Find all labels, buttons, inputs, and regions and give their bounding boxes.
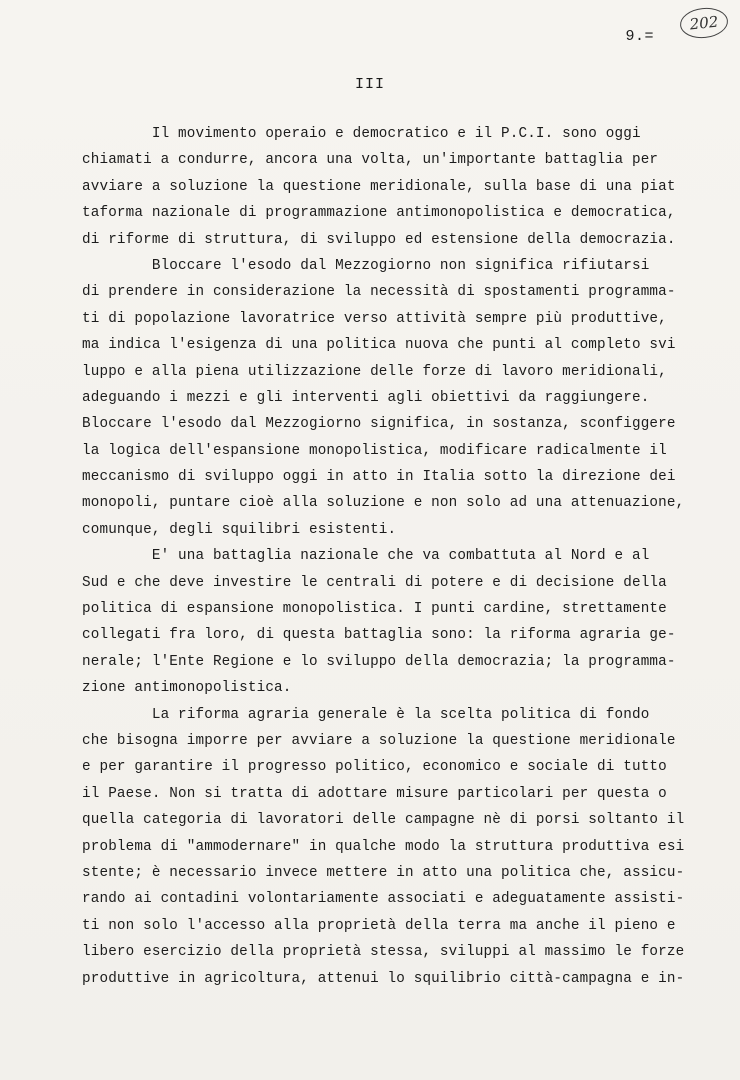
text-line: collegati fra loro, di questa battaglia sono: la riforma agraria ge- xyxy=(82,627,676,644)
text-line: Il movimento operaio e democratico e il P.C.I. sono oggi xyxy=(82,126,641,142)
text-line: luppo e alla piena utilizzazione delle forze di lavoro meridionali, xyxy=(82,363,667,380)
text-line: chiamati a condurre, ancora una volta, un'importante battaglia per xyxy=(82,152,659,169)
text-line: di riforme di struttura, di sviluppo ed estensione della democrazia. xyxy=(82,231,676,248)
text-line: taforma nazionale di programmazione antimonopolistica e democratica, xyxy=(82,205,676,222)
body-text xyxy=(82,121,702,992)
text-line: Bloccare l'esodo dal Mezzogiorno non significa rifiutarsi xyxy=(82,257,650,274)
text-line: Sud e che deve investire le centrali di potere e di decisione della xyxy=(82,574,667,591)
text-line: di prendere in considerazione la necessità di spostamenti programma- xyxy=(82,284,676,301)
text-line: quella categoria di lavoratori delle campagne nè di porsi soltanto il xyxy=(82,812,685,829)
text-line: meccanismo di sviluppo oggi in atto in Italia sotto la direzione dei xyxy=(82,469,676,486)
text-line: problema di "ammodernare" in qualche modo la struttura produttiva esi xyxy=(82,838,685,855)
text-line: rando ai contadini volontariamente associati e adeguatamente assisti- xyxy=(82,891,685,908)
text-line: E' una battaglia nazionale che va combattuta al Nord e al xyxy=(82,548,650,565)
text-line: produttive in agricoltura, attenui lo squilibrio città-campagna e in- xyxy=(82,970,685,987)
text-line: monopoli, puntare cioè alla soluzione e non solo ad una attenuazione, xyxy=(82,495,685,512)
text-line: ti di popolazione lavoratrice verso attività sempre più produttive, xyxy=(82,310,667,327)
text-line: comunque, degli squilibri esistenti. xyxy=(82,521,397,538)
archive-stamp: 202 xyxy=(679,6,730,41)
section-title: III xyxy=(354,76,385,93)
text-line: politica di espansione monopolistica. I punti cardine, strettamente xyxy=(82,601,667,618)
text-line: zione antimonopolistica. xyxy=(82,680,292,697)
text-line: libero esercizio della proprietà stessa, sviluppi al massimo le forze xyxy=(82,944,685,961)
text-line: adeguando i mezzi e gli interventi agli obiettivi da raggiungere. xyxy=(82,389,650,406)
text-line: nerale; l'Ente Regione e lo sviluppo della democrazia; la programma- xyxy=(82,653,676,670)
text-line: ti non solo l'accesso alla proprietà della terra ma anche il pieno e xyxy=(82,917,676,934)
text-line: avviare a soluzione la questione meridionale, sulla base di una piat xyxy=(82,178,676,195)
text-line: stente; è necessario invece mettere in atto una politica che, assicu- xyxy=(82,864,685,881)
text-line: Bloccare l'esodo dal Mezzogiorno significa, in sostanza, sconfiggere xyxy=(82,416,676,433)
text-line: il Paese. Non si tratta di adottare misure particolari per questa o xyxy=(82,785,667,802)
text-line: la logica dell'espansione monopolistica, modificare radicalmente il xyxy=(82,442,667,459)
text-line: che bisogna imporre per avviare a soluzione la questione meridionale xyxy=(82,732,676,749)
text-line: e per garantire il progresso politico, economico e sociale di tutto xyxy=(82,759,667,776)
text-line: La riforma agraria generale è la scelta politica di fondo xyxy=(82,706,650,723)
page-number: 9.= xyxy=(625,28,654,45)
text-line: ma indica l'esigenza di una politica nuova che punti al completo svi xyxy=(82,337,676,354)
